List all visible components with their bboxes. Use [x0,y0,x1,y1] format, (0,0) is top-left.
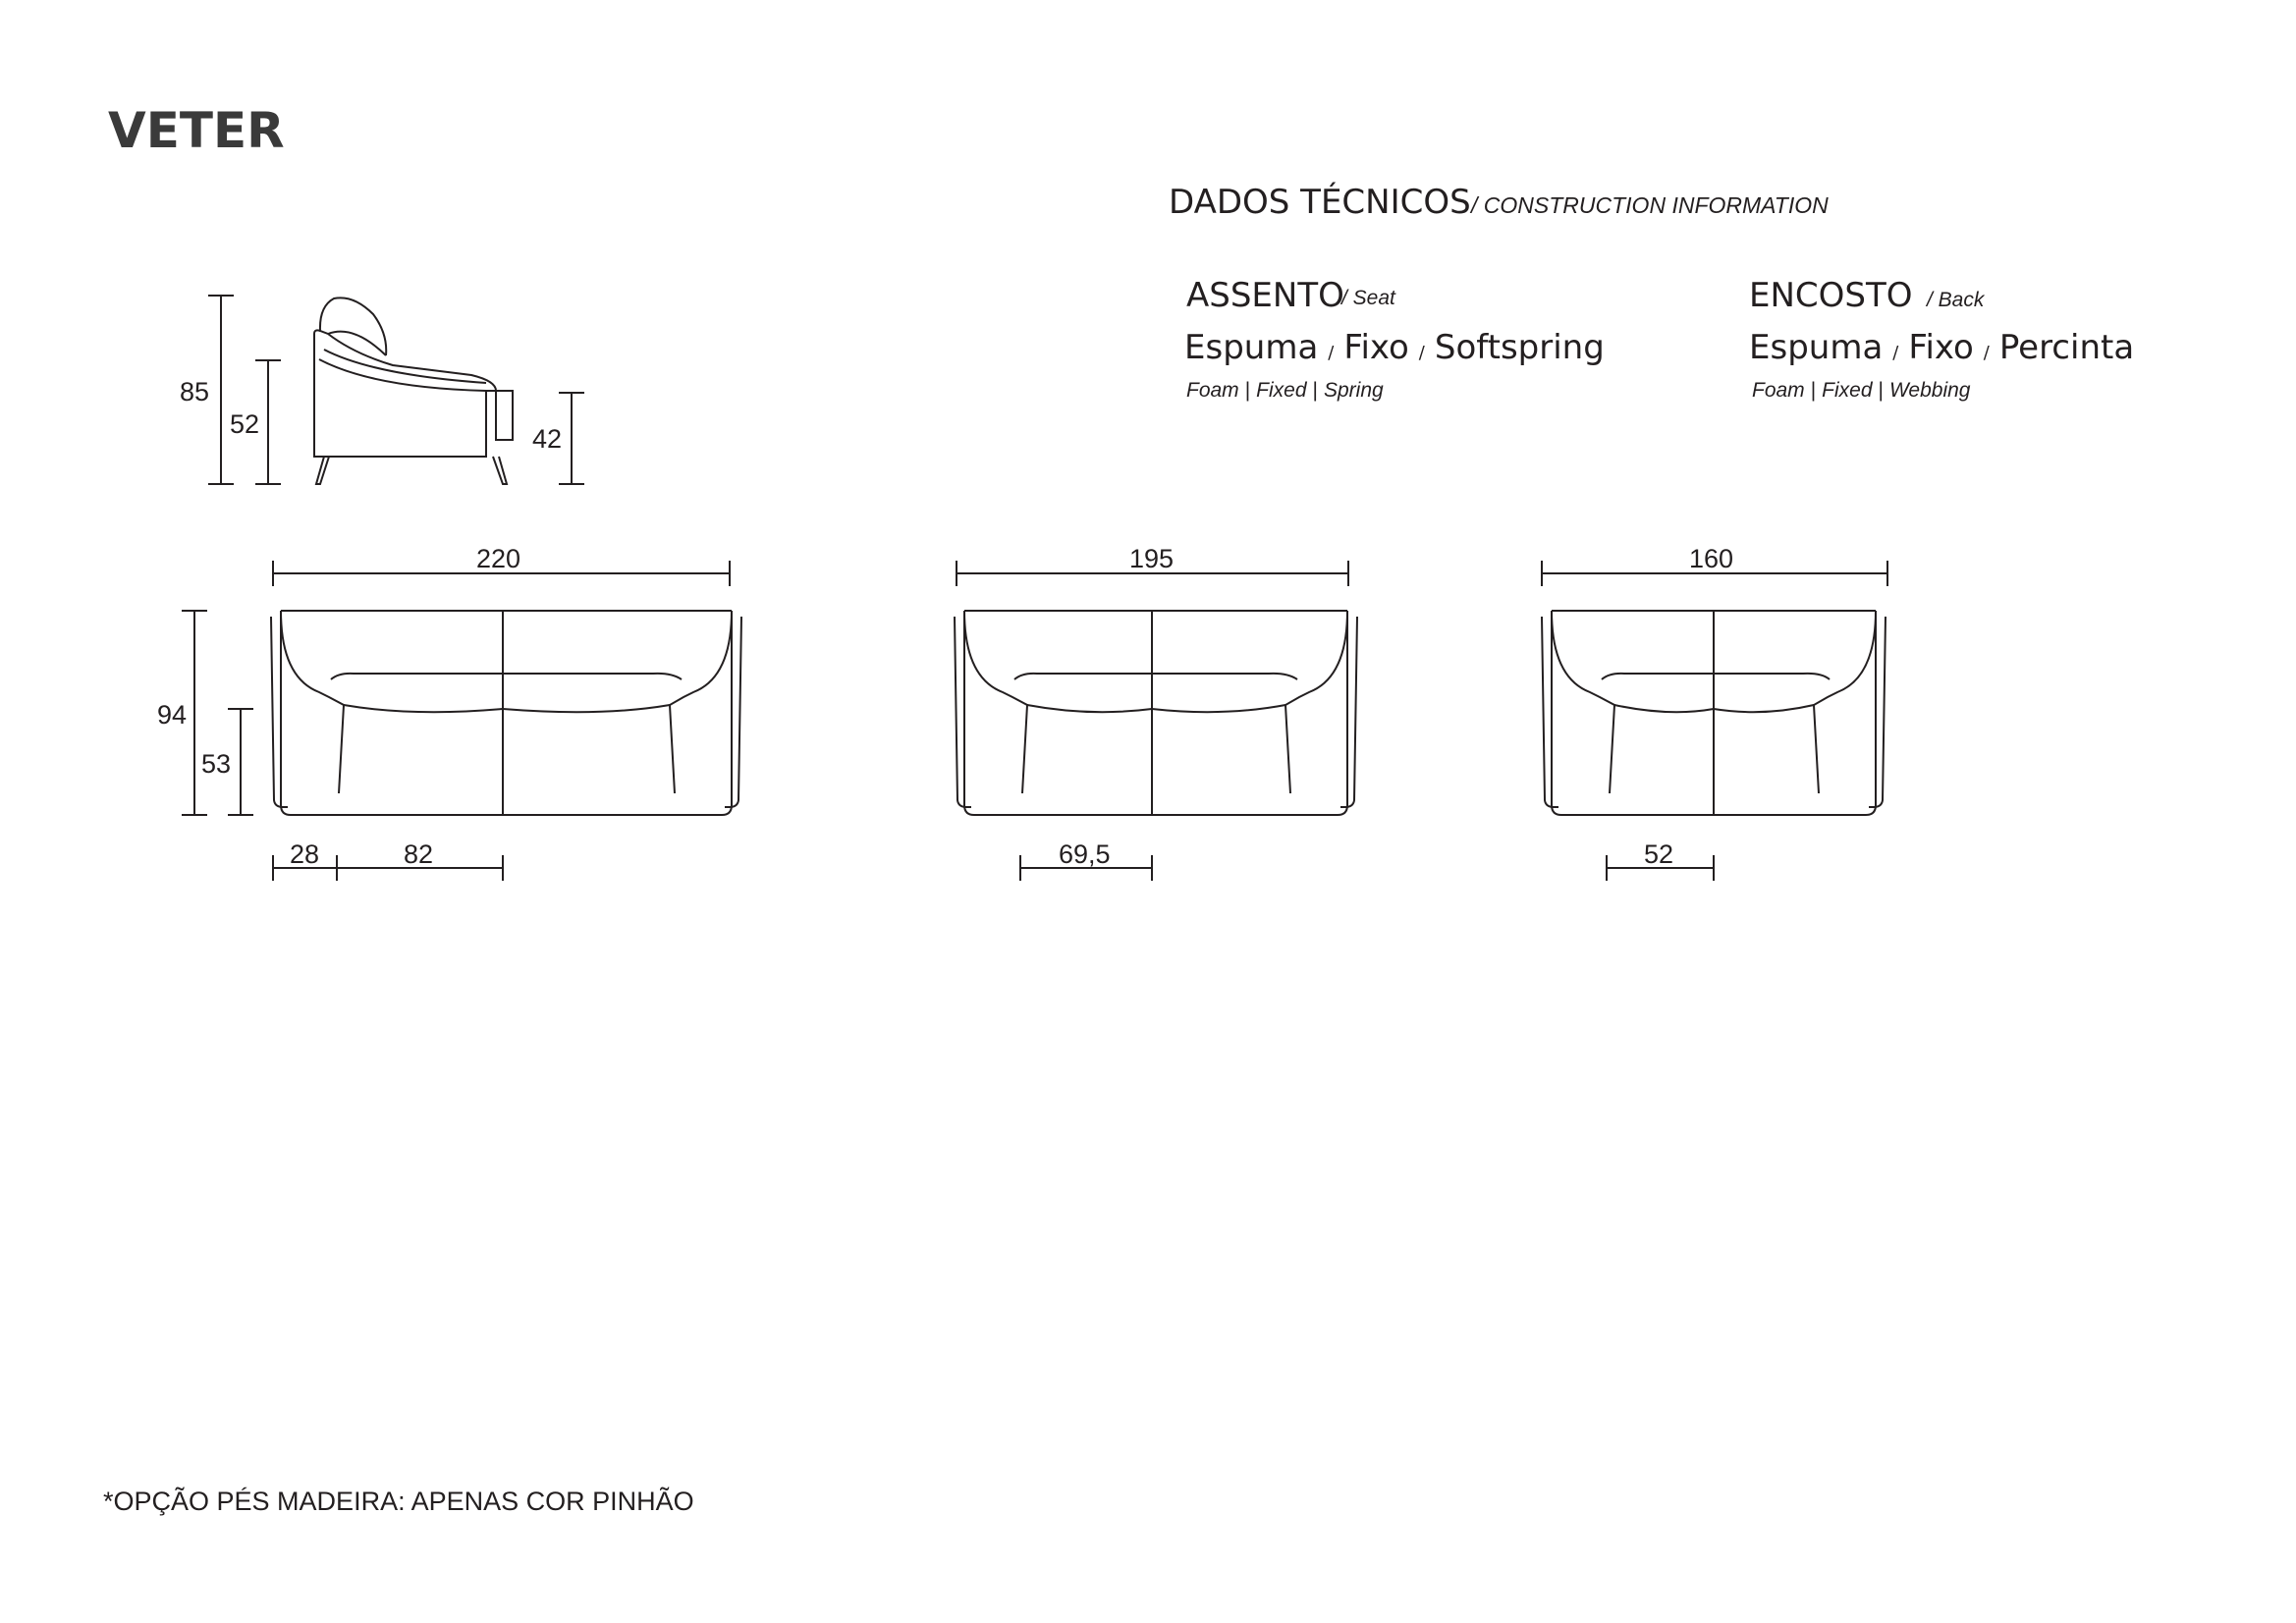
back-values-en: Foam | Fixed | Webbing [1752,379,1971,402]
seat-value-en-foam: Foam [1186,379,1239,402]
dim-arm-width: 28 [290,839,320,869]
seat-values: Espuma / Fixo / Softspring [1184,328,1605,367]
dim-sofa-160-width: 160 [1689,544,1734,573]
dim-sofa-195-width: 195 [1129,544,1175,573]
dim-sofa-arm-height: 53 [201,749,232,779]
seat-value-spring: Softspring [1434,328,1605,367]
back-value-en-fixed: Fixed [1822,379,1873,402]
seat-value-fixed: Fixo [1343,328,1409,367]
back-value-foam: Espuma [1749,328,1884,367]
sofa-220-drawing [182,561,741,881]
seat-value-foam: Espuma [1184,328,1319,367]
back-value-webbing: Percinta [1998,328,2135,367]
dim-seat-height: 42 [532,424,563,454]
sofa-160-drawing [1542,561,1887,881]
dim-arm-height: 52 [230,409,260,439]
seat-values-en: Foam | Fixed | Spring [1186,379,1384,402]
side-view-drawing [208,296,584,484]
back-title-en: / Back [1927,289,1985,311]
dim-sofa-195-seat-width: 69,5 [1059,839,1111,869]
back-value-en-foam: Foam [1752,379,1805,402]
back-value-fixed: Fixo [1908,328,1974,367]
specs-heading: DADOS TÉCNICOS [1169,183,1471,222]
back-title: ENCOSTO [1749,276,1913,315]
back-value-en-webbing: Webbing [1888,379,1971,402]
product-title: VETER [108,102,285,159]
seat-title-en: / Seat [1341,287,1395,309]
dim-sofa-220-seat-width: 82 [404,839,434,869]
dim-total-height: 85 [180,377,210,406]
seat-value-en-spring: Spring [1323,379,1384,402]
specs-heading-en: / CONSTRUCTION INFORMATION [1471,192,1829,218]
dim-sofa-height: 94 [157,700,188,730]
back-values: Espuma / Fixo / Percinta [1749,328,2135,367]
sofa-195-drawing [955,561,1357,881]
dim-sofa-220-width: 220 [476,544,521,573]
seat-value-en-fixed: Fixed [1256,379,1307,402]
seat-title: ASSENTO [1186,276,1344,315]
footnote: *OPÇÃO PÉS MADEIRA: APENAS COR PINHÃO [103,1487,694,1516]
dim-sofa-160-seat-width: 52 [1644,839,1674,869]
